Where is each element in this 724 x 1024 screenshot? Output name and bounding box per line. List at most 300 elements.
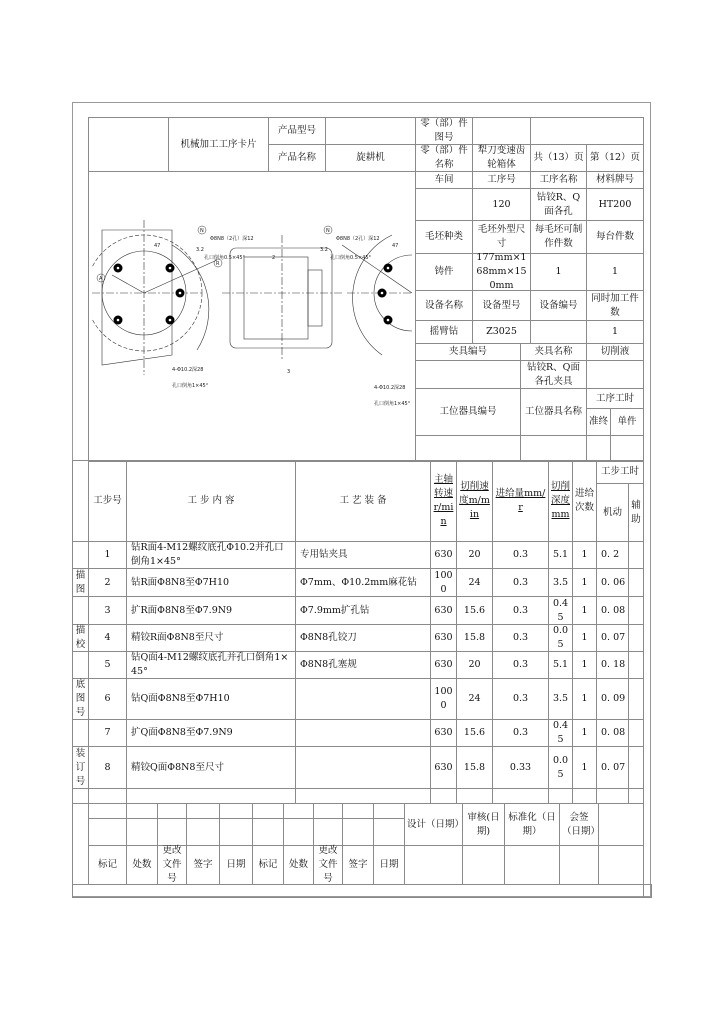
cell-feed [492, 596, 549, 625]
col-header [88, 460, 127, 542]
total-pages-text: 共（13）页 [533, 152, 584, 163]
info-equip-model-text: Z3025 [486, 326, 517, 337]
empty-cell [596, 788, 629, 804]
cell-cut-speed [456, 678, 493, 720]
cell-content-text: 钻Q面Φ8N8至Φ7H10 [131, 693, 230, 704]
info-op-no-label-text: 工序号 [487, 174, 516, 185]
col-header [548, 460, 573, 542]
cell-equipment-text: Φ8N8孔塞规 [300, 659, 357, 670]
cell-depth [548, 596, 573, 625]
label-text: 工位器具编号 [439, 406, 497, 417]
unit-time [610, 435, 644, 462]
annotation-label: Φ8N8（2孔）深12 [336, 236, 380, 242]
dimension-label: 47 [154, 243, 161, 249]
cell-no-text: 4 [104, 632, 111, 643]
info-equip-name-label [415, 290, 473, 321]
signoff-col-label-text: 签字 [193, 859, 213, 870]
part-no [472, 117, 531, 145]
info-material-label-text: 材料牌号 [595, 174, 634, 185]
col-header-text: 工 步 内 容 [187, 495, 235, 506]
info-material [586, 188, 644, 221]
label [520, 388, 587, 436]
cell-passes [572, 624, 597, 652]
cell-passes [572, 651, 597, 679]
signoff-cell [342, 818, 374, 846]
label [586, 388, 644, 409]
cell-feed-text: 0.3 [512, 576, 529, 588]
tool-name [520, 435, 587, 462]
signoff-cell [88, 803, 127, 819]
col-header [572, 460, 597, 542]
col-header [295, 460, 431, 542]
signoff-cell [219, 803, 253, 819]
info-equip-no-label-text: 设备编号 [539, 299, 578, 311]
cell-no [88, 568, 127, 597]
empty-cell [126, 788, 296, 804]
cell-machine-text: 0. 08 [601, 604, 626, 616]
cell-depth-text: 5.1 [552, 549, 569, 560]
info-per-unit-label-text: 每台件数 [595, 231, 634, 242]
label [268, 144, 326, 172]
signoff-cell [157, 803, 187, 819]
cell-equipment [295, 568, 431, 597]
col-header [628, 483, 644, 542]
cell-passes-text: 1 [581, 549, 588, 560]
roughness-label: 3.2 [320, 247, 328, 253]
cell-content-text: 钻Q面4-M12螺纹底孔并孔口倒角1×45° [131, 652, 289, 677]
cell-equipment-text: Φ8N8孔铰刀 [300, 632, 357, 643]
annotation-label: Φ8N8（2孔）深12 [210, 236, 254, 242]
cell-speed [430, 651, 457, 679]
cell-equipment [295, 719, 431, 747]
cell-cut-speed [456, 624, 493, 652]
info-op-name-label-text: 工序名称 [539, 174, 578, 185]
signoff-col-label-text: 日期 [226, 859, 246, 870]
cell-depth [548, 651, 573, 679]
empty-cell [548, 788, 573, 804]
signoff-cell [186, 818, 220, 846]
part-name [472, 144, 531, 172]
cell-equipment [295, 624, 431, 652]
col-header [596, 460, 644, 484]
col-header [126, 460, 296, 542]
cell-passes-text: 1 [581, 632, 588, 643]
cell-depth [548, 624, 573, 652]
cell-aux [628, 746, 644, 789]
signoff-col-label [283, 845, 314, 885]
cell-no [88, 651, 127, 679]
info-blank-size-label-text: 毛坯外型尺寸 [477, 224, 526, 249]
label [586, 343, 644, 361]
cell-machine [596, 678, 629, 720]
cell-aux [628, 651, 644, 679]
cell-content [126, 651, 296, 679]
label [586, 408, 611, 436]
col-header [456, 460, 493, 542]
cell-no [88, 624, 127, 652]
signoff-col-label-text: 标记 [97, 859, 117, 870]
cell-cut-speed-text: 24 [468, 576, 481, 588]
info-per-blank [530, 253, 587, 291]
cell-content [126, 719, 296, 747]
cell-depth-text: 0.05 [552, 625, 569, 650]
label-text: 零（部）件图号 [420, 118, 468, 143]
cell-no [88, 596, 127, 625]
label-text: 工位器具名称 [524, 406, 582, 417]
dimension-label: 47 [392, 243, 399, 249]
cell-cut-speed [456, 719, 493, 747]
fixture-name-text: 钻铰R、Q面各孔夹具 [527, 361, 580, 387]
logo-cell [88, 117, 169, 172]
info-op-name [530, 188, 587, 221]
signoff-sign-cell [462, 845, 505, 885]
side-label [72, 678, 89, 720]
cell-passes-text: 1 [581, 727, 588, 738]
side-cell [72, 788, 89, 804]
cell-speed [430, 746, 457, 789]
cell-equipment [295, 651, 431, 679]
signoff-sign-cell [559, 845, 599, 885]
cell-aux [628, 568, 644, 597]
cell-content-text: 扩R面Φ8N8至Φ7.9N9 [131, 604, 233, 616]
cell-equipment-text: 专用钻夹具 [300, 549, 348, 560]
signoff-col-label-text: 更改文件号 [162, 845, 182, 884]
side-label [72, 541, 89, 569]
col-header-text: 主轴转速r/min [433, 474, 454, 527]
cell-machine-text: 0. 07 [601, 632, 626, 643]
info-equip-model [472, 320, 531, 344]
info-per-unit-label [586, 220, 644, 254]
cell-content [126, 541, 296, 569]
info-equip-name-text: 摇臂钻 [429, 326, 459, 337]
side-label-text: 底图号 [75, 679, 86, 718]
cell-depth-text: 3.5 [552, 576, 569, 588]
cell-passes [572, 719, 597, 747]
cell-machine-text: 0. 08 [601, 727, 626, 738]
signoff-cell [219, 818, 253, 846]
signoff-col-label [126, 845, 158, 885]
cell-content-text: 钻R面4-M12螺纹底孔Φ10.2并孔口倒角1×45° [131, 542, 284, 567]
col-header [492, 460, 549, 542]
signoff-cell [313, 818, 343, 846]
review-date [462, 803, 505, 846]
cell-feed-text: 0.3 [512, 693, 529, 704]
label-text: 单件 [617, 416, 637, 427]
cell-cut-speed-text: 24 [468, 693, 481, 704]
cell-speed-text: 630 [434, 761, 453, 773]
cell-machine-text: 0. 07 [601, 761, 626, 773]
cell-content [126, 624, 296, 652]
cell-cut-speed-text: 20 [468, 549, 481, 560]
col-header-text: 进给次数 [575, 488, 595, 513]
info-blank-type-label [415, 220, 473, 254]
cell-aux [628, 678, 644, 720]
cell-cut-speed-text: 15.6 [463, 604, 486, 616]
roughness-label: 3.2 [196, 247, 204, 253]
cell-content [126, 596, 296, 625]
label [520, 343, 587, 361]
cell-machine [596, 651, 629, 679]
label [415, 388, 521, 436]
cell-feed [492, 678, 549, 720]
cell-feed [492, 568, 549, 597]
cell-no-text: 1 [104, 549, 111, 560]
info-blank-type-label-text: 毛坯种类 [424, 231, 463, 242]
cell-no-text: 8 [104, 761, 111, 773]
cell-feed [492, 624, 549, 652]
empty-cell [572, 788, 597, 804]
signoff-col-label-text: 标记 [258, 859, 278, 870]
cell-passes-text: 1 [581, 693, 588, 704]
label-text: 产品名称 [277, 152, 316, 163]
signoff-cell [283, 803, 314, 819]
cell-depth-text: 0.45 [552, 597, 569, 623]
cell-passes [572, 596, 597, 625]
info-simul-label-text: 同时加工件数 [591, 292, 639, 318]
info-equip-model-label [472, 290, 531, 321]
annotation-label: 孔口倒角0.5×45° [204, 255, 246, 261]
signoff-col-label [373, 845, 405, 885]
blank-cell [530, 117, 644, 145]
info-per-unit-text: 1 [611, 266, 619, 277]
col-header-text: 进给量mm/r [495, 488, 546, 513]
cell-cut-speed [456, 568, 493, 597]
signoff-cell [313, 803, 343, 819]
info-op-name-text: 钻铰R、Q面各孔 [536, 191, 581, 217]
review-date-text: 审核(日期) [467, 811, 500, 837]
cell-depth [548, 678, 573, 720]
signoff-cell [373, 803, 405, 819]
cell-aux [628, 624, 644, 652]
info-simul [586, 320, 644, 344]
empty-cell [430, 788, 457, 804]
col-header [596, 483, 629, 542]
signoff-cell [88, 818, 127, 846]
cell-cut-speed-text: 15.8 [463, 761, 486, 773]
info-equip-model-label-text: 设备型号 [482, 299, 521, 311]
label-text: 工序工时 [595, 392, 634, 404]
cell-speed [430, 719, 457, 747]
cell-cut-speed [456, 746, 493, 789]
cell-depth [548, 568, 573, 597]
signoff-col-label [186, 845, 220, 885]
cell-no [88, 678, 127, 720]
cell-machine [596, 746, 629, 789]
cell-speed-text: 630 [434, 632, 453, 643]
cell-no [88, 746, 127, 789]
cell-cut-speed-text: 15.8 [463, 632, 486, 643]
info-op-no-text: 120 [492, 198, 511, 210]
cell-depth-text: 0.05 [552, 754, 569, 780]
countersign-date-text: 会签（日期） [562, 811, 601, 837]
info-per-blank-text: 1 [555, 266, 562, 277]
footer-cell [72, 884, 644, 898]
annotation-label: 孔口倒角0.5×45° [330, 255, 372, 261]
label [610, 408, 644, 436]
signoff-sign-cell [598, 845, 644, 885]
side-label [72, 651, 89, 679]
cell-content [126, 568, 296, 597]
tool-no [415, 435, 521, 462]
cell-feed [492, 651, 549, 679]
cell-passes-text: 1 [581, 761, 588, 773]
cell-depth [548, 746, 573, 789]
info-op-name-label [530, 171, 587, 189]
signoff-cell [373, 818, 405, 846]
cell-equipment [295, 678, 431, 720]
cell-feed-text: 0.3 [512, 604, 529, 616]
label-text: 切削液 [600, 346, 630, 357]
standard-date [504, 803, 560, 846]
cell-content-text: 扩Q面Φ8N8至Φ7.9N9 [131, 727, 233, 738]
cell-cut-speed [456, 541, 493, 569]
empty-cell [88, 788, 127, 804]
signoff-col-label [88, 845, 127, 885]
dimension-label: 2 [272, 255, 276, 261]
cell-cut-speed [456, 596, 493, 625]
cell-content-text: 精铰R面Φ8N8至尺寸 [131, 632, 224, 643]
cell-aux [628, 541, 644, 569]
annotation-label: 孔口倒角1×45° [374, 401, 411, 407]
signoff-cell [283, 818, 314, 846]
cell-machine-text: 0. 06 [601, 576, 626, 588]
cell-passes [572, 746, 597, 789]
side-label [72, 596, 89, 625]
cell-depth [548, 541, 573, 569]
label [415, 144, 473, 172]
cell-passes-text: 1 [581, 659, 588, 670]
info-blank-type [415, 253, 473, 291]
label-text: 夹具编号 [448, 346, 487, 357]
cell-speed-text: 1000 [434, 569, 453, 595]
col-header-text: 机动 [602, 506, 622, 518]
signoff-col-label-text: 签字 [348, 859, 368, 870]
cell-aux [628, 719, 644, 747]
countersign-date [559, 803, 599, 846]
empty-cell [295, 788, 431, 804]
cell-feed-text: 0.3 [512, 659, 529, 670]
info-blank-size-label [472, 220, 531, 254]
cell-no [88, 719, 127, 747]
col-header-text: 辅助 [631, 499, 641, 525]
side-label [72, 624, 89, 652]
cell-content-text: 钻R面Φ8N8至Φ7H10 [131, 576, 230, 588]
info-material-text: HT200 [598, 198, 632, 210]
cell-speed [430, 541, 457, 569]
side-label [72, 568, 89, 597]
side-cell [72, 803, 89, 885]
footer-cell [643, 884, 652, 898]
cell-machine-text: 0. 2 [601, 549, 620, 560]
side-label-text: 装订号 [75, 747, 86, 787]
fixture-name [520, 360, 587, 389]
cell-machine-text: 0. 09 [601, 693, 626, 704]
datum-r-label: R [216, 261, 220, 267]
cell-feed-text: 0.3 [512, 632, 529, 643]
cell-machine [596, 596, 629, 625]
cell-feed-text: 0.3 [512, 727, 529, 738]
cell-passes-text: 1 [581, 604, 588, 616]
cell-aux [628, 596, 644, 625]
cell-equipment [295, 541, 431, 569]
drawing-area [88, 171, 416, 462]
card-title-text: 机械加工工序卡片 [180, 138, 257, 150]
signoff-sign-cell [504, 845, 560, 885]
info-simul-text: 1 [611, 326, 619, 337]
info-equip-name [415, 320, 473, 344]
empty-cell [456, 788, 493, 804]
info-equip-name-label-text: 设备名称 [424, 299, 463, 311]
prep-time [586, 435, 611, 462]
info-per-blank-label-text: 每毛坯可制作件数 [534, 224, 583, 249]
annotation-label: 4-Φ10.2深28 [374, 385, 406, 391]
cell-depth-text: 3.5 [552, 693, 569, 704]
cell-feed-text: 0.3 [512, 549, 529, 560]
product-name-text: 旋耕机 [356, 152, 385, 163]
side-cell [72, 460, 89, 542]
signoff-cell [186, 803, 220, 819]
info-workshop-label [415, 171, 473, 189]
signoff-sign-cell [404, 845, 463, 885]
info-simul-label [586, 290, 644, 321]
cell-machine [596, 568, 629, 597]
cell-depth-text: 0.45 [552, 720, 569, 745]
side-label [72, 746, 89, 789]
part-name-text: 犁刀变速齿轮箱体 [477, 145, 526, 170]
cell-equipment [295, 746, 431, 789]
cell-no-text: 6 [104, 693, 111, 704]
signoff-col-label [342, 845, 374, 885]
label [415, 343, 521, 361]
signoff-cell [252, 818, 284, 846]
label [415, 117, 473, 145]
label-text: 夹具名称 [534, 346, 573, 357]
info-equip-no-label [530, 290, 587, 321]
signoff-col-label [313, 845, 343, 885]
annotation-label: 4-Φ10.2深28 [172, 367, 204, 373]
info-material-label [586, 171, 644, 189]
cell-no-text: 5 [104, 659, 111, 670]
label-text: 准终 [589, 416, 609, 427]
cell-no-text: 2 [104, 576, 111, 588]
col-header-text: 工 艺 装 备 [339, 495, 387, 506]
standard-date-text: 标准化（日期） [508, 811, 556, 837]
cell-machine-text: 0. 18 [601, 659, 626, 670]
cell-content [126, 678, 296, 720]
empty-cell [492, 788, 549, 804]
annotation-label: 孔口倒角1×45° [172, 383, 209, 389]
side-label-text: 描图 [75, 569, 86, 595]
cell-feed [492, 746, 549, 789]
info-per-unit [586, 253, 644, 291]
page-no [586, 144, 644, 172]
empty-cell [628, 788, 644, 804]
signoff-cell [126, 818, 158, 846]
cell-equipment [295, 596, 431, 625]
datum-n-label: N [200, 228, 204, 234]
col-header-text: 切削速度m/min [459, 481, 490, 520]
cell-cut-speed [456, 651, 493, 679]
label-text: 产品型号 [277, 125, 316, 136]
cell-equipment-text: Φ7mm、Φ10.2mm麻花钻 [300, 576, 417, 588]
info-blank-type-text: 铸件 [434, 266, 454, 277]
cell-feed [492, 541, 549, 569]
card-title [168, 117, 269, 172]
col-header-text: 工步号 [93, 495, 122, 506]
cell-cut-speed-text: 20 [468, 659, 481, 670]
cell-passes [572, 541, 597, 569]
col-header-text: 工步工时 [600, 466, 639, 477]
